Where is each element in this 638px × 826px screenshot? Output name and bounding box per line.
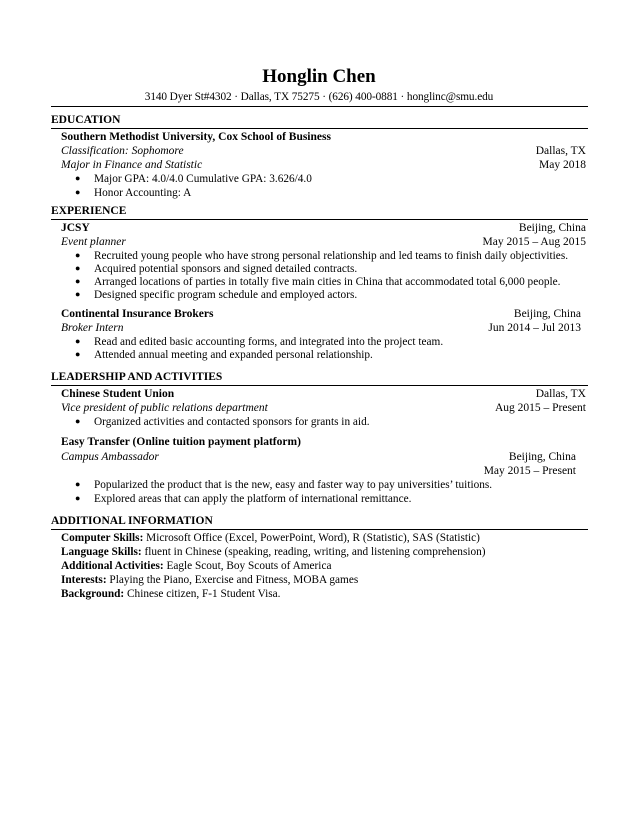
job-header: [61, 308, 581, 322]
activity-role: Vice president of public relations department: [61, 402, 268, 414]
education-row: [61, 145, 586, 159]
activity-date-row: [61, 465, 576, 479]
activity-header: [61, 388, 586, 402]
school-location: Dallas, TX: [535, 145, 586, 157]
activity-date: May 2015 – Present: [483, 465, 576, 477]
section-heading-additional: ADDITIONAL INFORMATION: [51, 515, 213, 527]
section-heading-education: EDUCATION: [51, 114, 121, 126]
job-role: Broker Intern: [61, 322, 124, 334]
school-name: Southern Methodist University, Cox School of Business: [61, 131, 331, 143]
section-divider: [51, 385, 588, 386]
contact-line: 3140 Dyer St#4302 · Dallas, TX 75275 · (626) 400-0881 · honglinc@smu.edu: [144, 91, 494, 103]
job-org: Continental Insurance Brokers: [61, 308, 214, 320]
job-subheader: [61, 236, 586, 250]
job-org: JCSY: [61, 222, 90, 234]
activity-org: Easy Transfer (Online tuition payment platform): [61, 436, 301, 448]
activity-header: [61, 436, 576, 450]
job-location: Beijing, China: [513, 308, 581, 320]
job-location: Beijing, China: [518, 222, 586, 234]
info-line: Additional Activities: Eagle Scout, Boy Scouts of America: [61, 560, 332, 572]
resume-name: Honglin Chen: [262, 66, 376, 87]
education-row: [61, 159, 586, 173]
job-role: Event planner: [61, 236, 126, 248]
graduation-date: May 2018: [539, 159, 586, 171]
info-line: Interests: Playing the Piano, Exercise and Fitness, MOBA games: [61, 574, 359, 586]
education-entry: [61, 131, 586, 145]
activity-org: Chinese Student Union: [61, 388, 175, 400]
activity-subheader: [61, 402, 586, 416]
activity-role: Campus Ambassador: [61, 451, 159, 463]
info-line: Background: Chinese citizen, F-1 Student Visa.: [61, 588, 281, 600]
header-divider: [51, 106, 588, 107]
section-divider: [51, 529, 588, 530]
activity-location: Dallas, TX: [535, 388, 586, 400]
activity-subheader: [61, 451, 576, 465]
activity-location: Beijing, China: [508, 451, 576, 463]
info-line: Language Skills: fluent in Chinese (speaking, reading, writing, and listening comprehension): [61, 546, 486, 558]
section-divider: [51, 128, 588, 129]
classification: Classification: Sophomore: [61, 145, 184, 157]
job-subheader: [61, 322, 581, 336]
section-divider: [51, 219, 588, 220]
section-heading-experience: EXPERIENCE: [51, 205, 127, 217]
job-date: Jun 2014 – Jul 2013: [488, 322, 581, 334]
info-line: Computer Skills: Microsoft Office (Excel, PowerPoint, Word), R (Statistic), SAS (Statistic): [61, 532, 480, 544]
major: Major in Finance and Statistic: [61, 159, 203, 171]
job-header: [61, 222, 586, 236]
section-heading-leadership: LEADERSHIP AND ACTIVITIES: [51, 371, 223, 383]
activity-date: Aug 2015 – Present: [494, 402, 586, 414]
job-date: May 2015 – Aug 2015: [482, 236, 586, 248]
